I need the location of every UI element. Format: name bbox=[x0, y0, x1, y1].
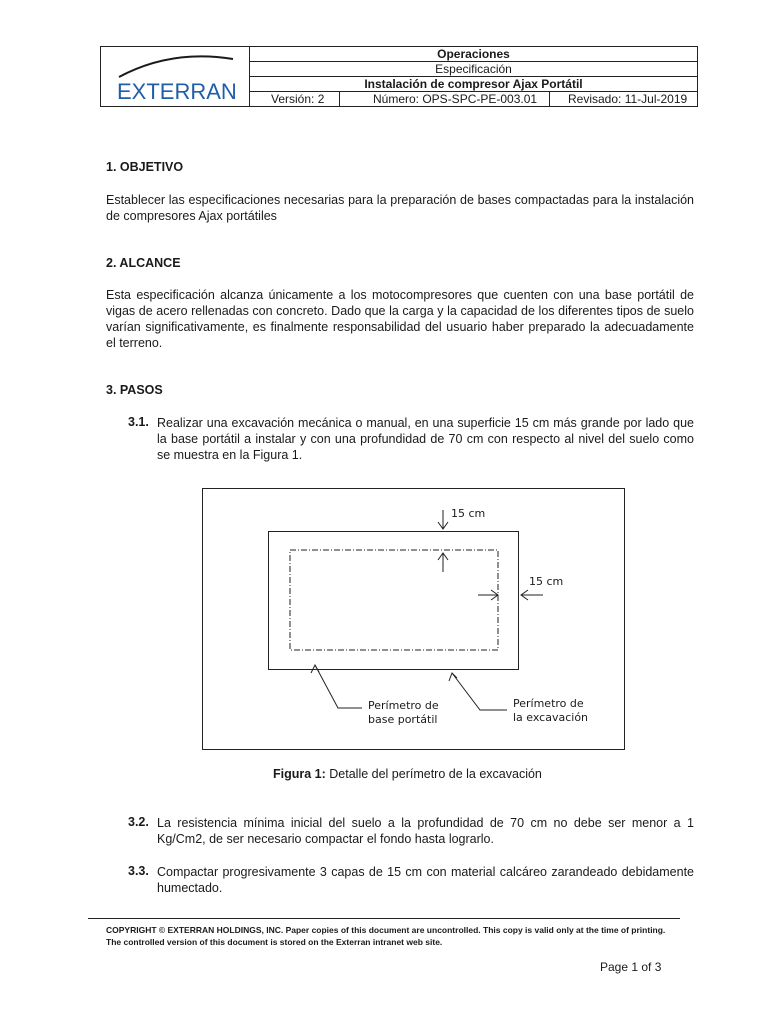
header-version: Versión: 2 bbox=[271, 92, 325, 106]
figure-caption-text: Detalle del perímetro de la excavación bbox=[325, 767, 542, 781]
section-heading-objetivo: 1. OBJETIVO bbox=[106, 160, 184, 174]
copyright-notice: COPYRIGHT © EXTERRAN HOLDINGS, INC. Paper copies of this document are uncontrolled. This copy is valid only at the time of printing. The controlled version of this document is stored on the Exterran intranet web site. bbox=[106, 925, 666, 947]
step-text: La resistencia mínima inicial del suelo a la profundidad de 70 cm no debe ser menor a 1 Kg/Cm2, de ser necesario compactar el fondo hasta lograrlo. bbox=[157, 816, 694, 846]
base-label-line1: Perímetro de bbox=[368, 699, 439, 712]
figure-caption bbox=[273, 767, 542, 781]
header-revised: Revisado: 11-Jul-2019 bbox=[568, 92, 688, 106]
excavation-figure bbox=[202, 488, 625, 750]
step-text: Realizar una excavación mecánica o manual, en una superficie 15 cm más grande por lado que la base portátil a instalar y con una profundidad de 70 cm con respecto al nivel del suelo como se muestra en la Figura 1. bbox=[157, 416, 694, 462]
step-number: 3.1. bbox=[128, 415, 149, 429]
step-number: 3.2. bbox=[128, 815, 149, 829]
footer-divider bbox=[88, 918, 680, 919]
page-number: Page 1 of 3 bbox=[600, 960, 662, 974]
header-doc-type: Especificación bbox=[435, 62, 512, 76]
header-number: Número: OPS-SPC-PE-003.01 bbox=[373, 92, 538, 106]
header-doc-title: Instalación de compresor Ajax Portátil bbox=[364, 77, 583, 91]
section-text-alcance: Esta especificación alcanza únicamente a los motocompresores que cuenten con una base portátil de vigas de acero rellenadas con concreto. Dado que la carga y la capacidad de los diferentes tipos de suelo varían significativamente, es finalmente responsabilidad del usuario haber preparado la adecuadamente el terreno. bbox=[106, 288, 694, 350]
document-header bbox=[100, 46, 698, 107]
excavation-label-line1: Perímetro de bbox=[513, 697, 584, 710]
header-department: Operaciones bbox=[437, 47, 510, 61]
base-label-line2: base portátil bbox=[368, 713, 438, 726]
excavation-label-line2: la excavación bbox=[513, 711, 589, 724]
leader-arrow-icon bbox=[449, 673, 457, 681]
step-text: Compactar progresivamente 3 capas de 15 cm con material calcáreo zarandeado debidamente humectado. bbox=[157, 865, 694, 895]
base-perimeter bbox=[290, 550, 498, 650]
step-number: 3.3. bbox=[128, 864, 149, 878]
figure-caption-prefix: Figura 1: bbox=[273, 767, 326, 781]
excavation-perimeter bbox=[269, 532, 519, 670]
section-text-objetivo: Establecer las especificaciones necesarias para la preparación de bases compactadas para la instalación de compresores Ajax portátiles bbox=[106, 193, 694, 223]
section-heading-pasos: 3. PASOS bbox=[106, 383, 163, 397]
section-heading-alcance: 2. ALCANCE bbox=[106, 256, 181, 270]
side-dimension-label: 15 cm bbox=[529, 575, 564, 588]
company-logo bbox=[101, 47, 250, 106]
top-dimension-label: 15 cm bbox=[451, 507, 486, 520]
logo-text: EXTERRAN bbox=[117, 79, 237, 104]
logo-swoosh-icon bbox=[101, 47, 249, 106]
